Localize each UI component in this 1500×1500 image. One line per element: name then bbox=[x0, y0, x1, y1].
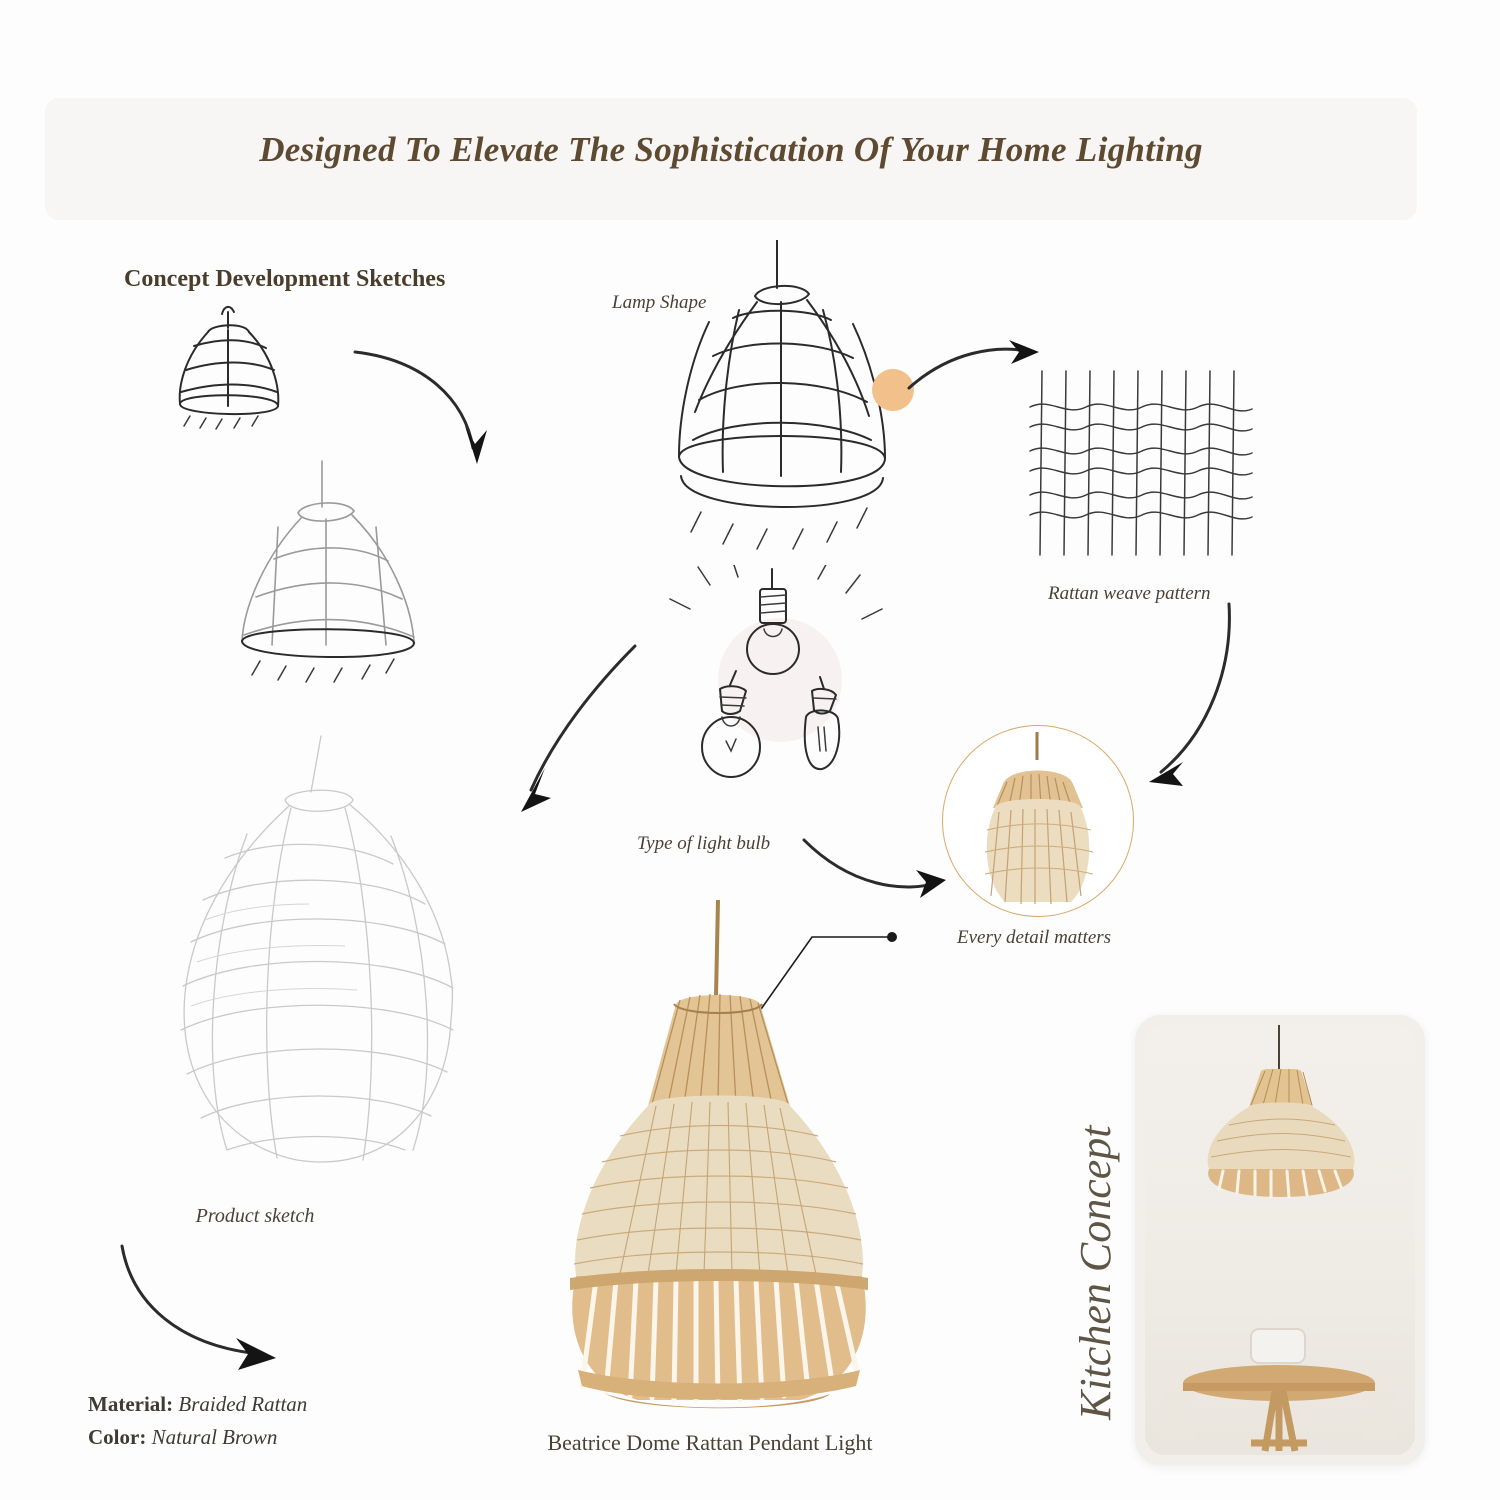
sketch-dome-small bbox=[150, 300, 340, 460]
product-sketch-label: Product sketch bbox=[195, 1205, 315, 1227]
concept-sketches-title: Concept Development Sketches bbox=[124, 266, 446, 292]
pendant-cord bbox=[1278, 1025, 1280, 1071]
weave-pattern-label: Rattan weave pattern bbox=[1048, 583, 1211, 604]
kitchen-concept-photo bbox=[1135, 1015, 1425, 1465]
arrow-sketches-to-main bbox=[345, 340, 505, 480]
spec-material bbox=[88, 1392, 307, 1417]
spec-color bbox=[88, 1425, 277, 1450]
kitchen-table bbox=[1155, 1325, 1405, 1455]
arrow-main-to-product bbox=[505, 640, 645, 820]
detail-closeup-circle bbox=[942, 725, 1134, 917]
product-caption: Beatrice Dome Rattan Pendant Light bbox=[547, 1430, 873, 1455]
bulb-type-label: Type of light bulb bbox=[637, 833, 771, 854]
spec-material-key: Material: bbox=[88, 1392, 174, 1416]
lamp-shape-label: Lamp Shape bbox=[612, 292, 707, 313]
light-bulb-icon-group bbox=[660, 565, 910, 820]
spec-color-value: Natural Brown bbox=[151, 1425, 278, 1449]
detail-matters-label: Every detail matters bbox=[957, 927, 1112, 948]
sketch-dome-large bbox=[210, 455, 460, 705]
page-title: Designed To Elevate The Sophistication Of Your Home Lighting bbox=[259, 130, 1203, 169]
arrow-weave-to-detail bbox=[1105, 600, 1235, 790]
kitchen-pendant-lamp bbox=[1193, 1069, 1369, 1201]
rattan-weave-pattern bbox=[1020, 365, 1260, 565]
arrow-to-detail-circle bbox=[800, 820, 950, 900]
kitchen-concept-label: Kitchen Concept bbox=[1071, 1125, 1120, 1420]
kitchen-photo-inner bbox=[1145, 1025, 1415, 1455]
product-photo-pendant bbox=[470, 900, 950, 1420]
arrow-sketch-to-specs bbox=[110, 1240, 290, 1370]
product-sketch-drawing bbox=[95, 730, 515, 1200]
spec-color-key: Color: bbox=[88, 1425, 147, 1449]
spec-material-value: Braided Rattan bbox=[178, 1392, 308, 1416]
lamp-wireframe-diagram bbox=[615, 240, 935, 570]
